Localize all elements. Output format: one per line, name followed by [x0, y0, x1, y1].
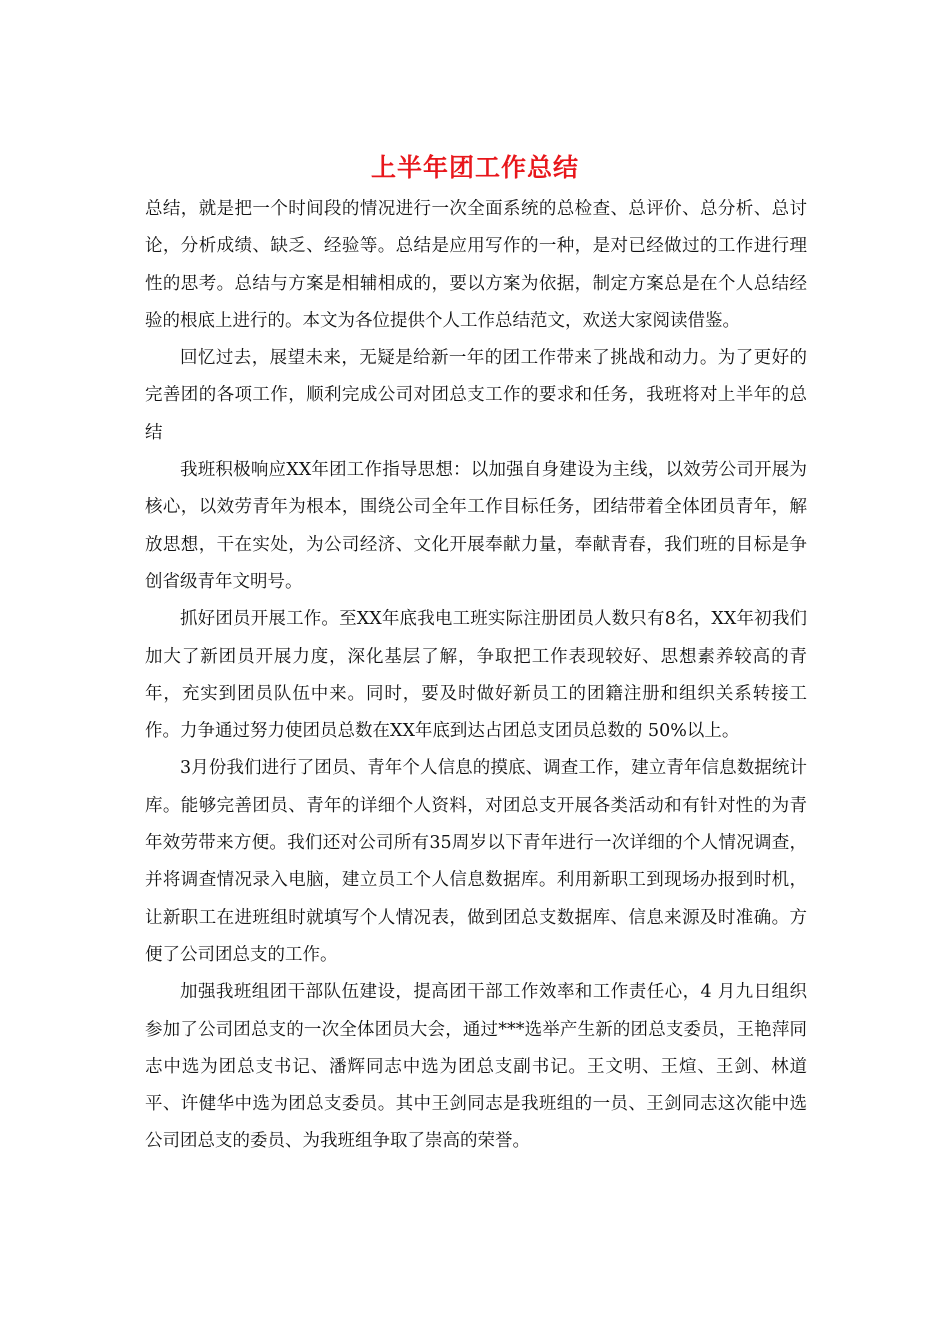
paragraph-info-database: 3月份我们进行了团员、青年个人信息的摸底、调查工作，建立青年信息数据统计库。能够完善团员、青年的详细个人资料，对团总支开展各类活动和有针对性的为青年效劳带来方便。我们还对公司所有35周岁以下青年进行一次详细的个人情况调查，并将调查情况录入电脑，建立员工个人信息数据库。利用新职工到现场办报到时机，让新职工在进班组时就填写个人情况表，做到团总支数据库、信息来源及时准确。方便了公司团总支的工作。	[145, 758, 807, 965]
paragraph-member-development: 抓好团员开展工作。至XX年底我电工班实际注册团员人数只有8名，XX年初我们加大了新团员开展力度，深化基层了解，争取把工作表现较好、思想素养较高的青年，充实到团员队伍中来。同时，要及时做好新员工的团籍注册和组织关系转接工作。力争通过努力使团员总数在XX年底到达占团总支团员总数的 50%以上。	[145, 609, 807, 742]
paragraph-review: 回忆过去，展望未来，无疑是给新一年的团工作带来了挑战和动力。为了更好的完善团的各项工作，顺利完成公司对团总支工作的要求和任务，我班将对上半年的总结	[145, 348, 807, 443]
paragraph-intro: 总结，就是把一个时间段的情况进行一次全面系统的总检查、总评价、总分析、总讨论，分析成绩、缺乏、经验等。总结是应用写作的一种，是对已经做过的工作进行理性的思考。总结与方案是相辅相成的，要以方案为依据，制定方案总是在个人总结经验的根底上进行的。本文为各位提供个人工作总结范文，欢送大家阅读借鉴。	[145, 199, 807, 331]
paragraph-guiding-thought: 我班积极响应XX年团工作指导思想：以加强自身建设为主线，以效劳公司开展为核心，以效劳青年为根本，围绕公司全年工作目标任务，团结带着全体团员青年，解放思想，干在实处，为公司经济、文化开展奉献力量，奉献青春，我们班的目标是争创省级青年文明号。	[145, 460, 807, 592]
document-body	[145, 191, 807, 1161]
document-title: 上半年团工作总结	[370, 153, 579, 182]
paragraph-cadre-building: 加强我班组团干部队伍建设，提高团干部工作效率和工作责任心，4 月九日组织参加了公司团总支的一次全体团员大会，通过***选举产生新的团总支委员，王艳萍同志中选为团总支书记、潘辉同志中选为团总支副书记。王文明、王煊、王剑、林道平、许健华中选为团总支委员。其中王剑同志是我班组的一员、王剑同志这次能中选公司团总支的委员、为我班组争取了崇高的荣誉。	[145, 982, 807, 1152]
